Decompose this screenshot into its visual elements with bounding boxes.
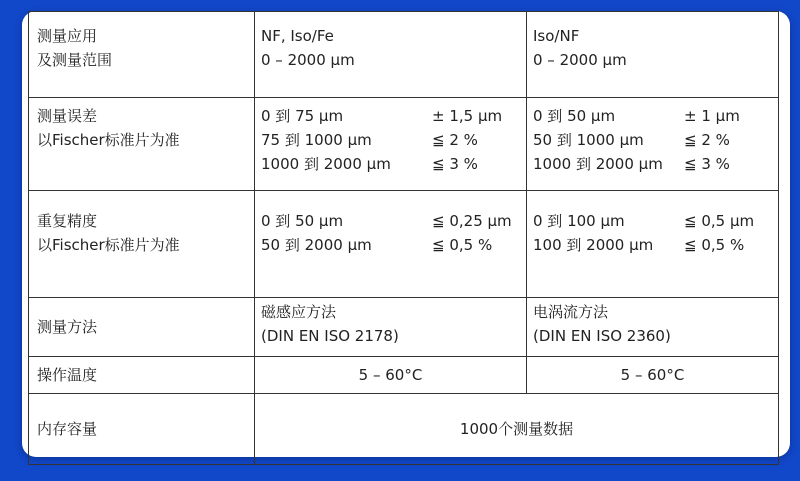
accuracy-pair bbox=[261, 128, 520, 152]
label-cell bbox=[29, 12, 255, 98]
tolerance-text: ≦ 0,5 % bbox=[684, 236, 745, 254]
range-text: 0 到 100 µm bbox=[533, 212, 625, 230]
value-cell bbox=[255, 298, 527, 357]
tolerance-text: ≦ 0,25 µm bbox=[432, 212, 512, 230]
tolerance-text: ≦ 0,5 % bbox=[432, 236, 493, 254]
range-text: 1000 到 2000 µm bbox=[533, 155, 663, 173]
probe-type: Iso/NF bbox=[533, 27, 580, 45]
value-cell bbox=[527, 12, 779, 98]
row-label: 重复精度 bbox=[37, 212, 98, 230]
range-text: 50 到 1000 µm bbox=[533, 131, 644, 149]
tolerance-text: ≦ 2 % bbox=[432, 131, 478, 149]
table-row-accuracy bbox=[29, 98, 779, 191]
table-row-range bbox=[29, 12, 779, 98]
range-text: 1000 到 2000 µm bbox=[261, 155, 391, 173]
range-text: 0 到 50 µm bbox=[533, 107, 616, 125]
row-label: 操作温度 bbox=[37, 366, 98, 384]
value-cell bbox=[255, 12, 527, 98]
memory-value: 1000个测量数据 bbox=[459, 420, 574, 438]
repeatability-pair bbox=[261, 233, 520, 257]
row-label: 以Fischer标准片为准 bbox=[37, 236, 180, 254]
table-row-memory bbox=[29, 394, 779, 465]
value-cell bbox=[255, 357, 527, 394]
row-label: 及测量范围 bbox=[37, 51, 113, 69]
temperature-value: 5 – 60°C bbox=[358, 366, 423, 384]
measure-range: 0 – 2000 µm bbox=[533, 51, 627, 69]
range-text: 50 到 2000 µm bbox=[261, 236, 372, 254]
spec-table bbox=[28, 11, 779, 465]
label-cell bbox=[29, 191, 255, 298]
accuracy-pair bbox=[261, 152, 520, 176]
repeatability-pair bbox=[533, 233, 772, 257]
row-label: 测量误差 bbox=[37, 107, 98, 125]
row-label: 测量应用 bbox=[37, 27, 98, 45]
value-cell bbox=[527, 98, 779, 191]
probe-type: NF, Iso/Fe bbox=[261, 27, 334, 45]
row-label: 内存容量 bbox=[37, 420, 98, 438]
accuracy-pair bbox=[533, 128, 772, 152]
accuracy-pair bbox=[261, 104, 520, 128]
label-cell bbox=[29, 298, 255, 357]
value-cell bbox=[527, 357, 779, 394]
value-cell bbox=[255, 98, 527, 191]
repeatability-pair bbox=[261, 209, 520, 233]
accuracy-pair bbox=[533, 152, 772, 176]
range-text: 100 到 2000 µm bbox=[533, 236, 654, 254]
range-text: 75 到 1000 µm bbox=[261, 131, 372, 149]
row-label: 测量方法 bbox=[37, 318, 98, 336]
range-text: 0 到 75 µm bbox=[261, 107, 344, 125]
label-cell bbox=[29, 98, 255, 191]
tolerance-text: ≦ 0,5 µm bbox=[684, 212, 755, 230]
measure-range: 0 – 2000 µm bbox=[261, 51, 355, 69]
label-cell bbox=[29, 357, 255, 394]
table-row-method bbox=[29, 298, 779, 357]
spec-card bbox=[22, 11, 790, 457]
table-row-temperature bbox=[29, 357, 779, 394]
accuracy-pair bbox=[533, 104, 772, 128]
tolerance-text: ≦ 2 % bbox=[684, 131, 730, 149]
value-cell bbox=[527, 298, 779, 357]
temperature-value: 5 – 60°C bbox=[620, 366, 685, 384]
tolerance-text: ± 1,5 µm bbox=[432, 107, 503, 125]
range-text: 0 到 50 µm bbox=[261, 212, 344, 230]
method-name: 磁感应方法 bbox=[261, 303, 337, 321]
method-standard: (DIN EN ISO 2178) bbox=[261, 327, 399, 345]
value-cell bbox=[255, 394, 779, 465]
value-cell bbox=[255, 191, 527, 298]
value-cell bbox=[527, 191, 779, 298]
row-label: 以Fischer标准片为准 bbox=[37, 131, 180, 149]
table-row-repeatability bbox=[29, 191, 779, 298]
tolerance-text: ≦ 3 % bbox=[432, 155, 478, 173]
method-name: 电涡流方法 bbox=[533, 303, 609, 321]
tolerance-text: ± 1 µm bbox=[684, 107, 740, 125]
method-standard: (DIN EN ISO 2360) bbox=[533, 327, 671, 345]
repeatability-pair bbox=[533, 209, 772, 233]
tolerance-text: ≦ 3 % bbox=[684, 155, 730, 173]
label-cell bbox=[29, 394, 255, 465]
